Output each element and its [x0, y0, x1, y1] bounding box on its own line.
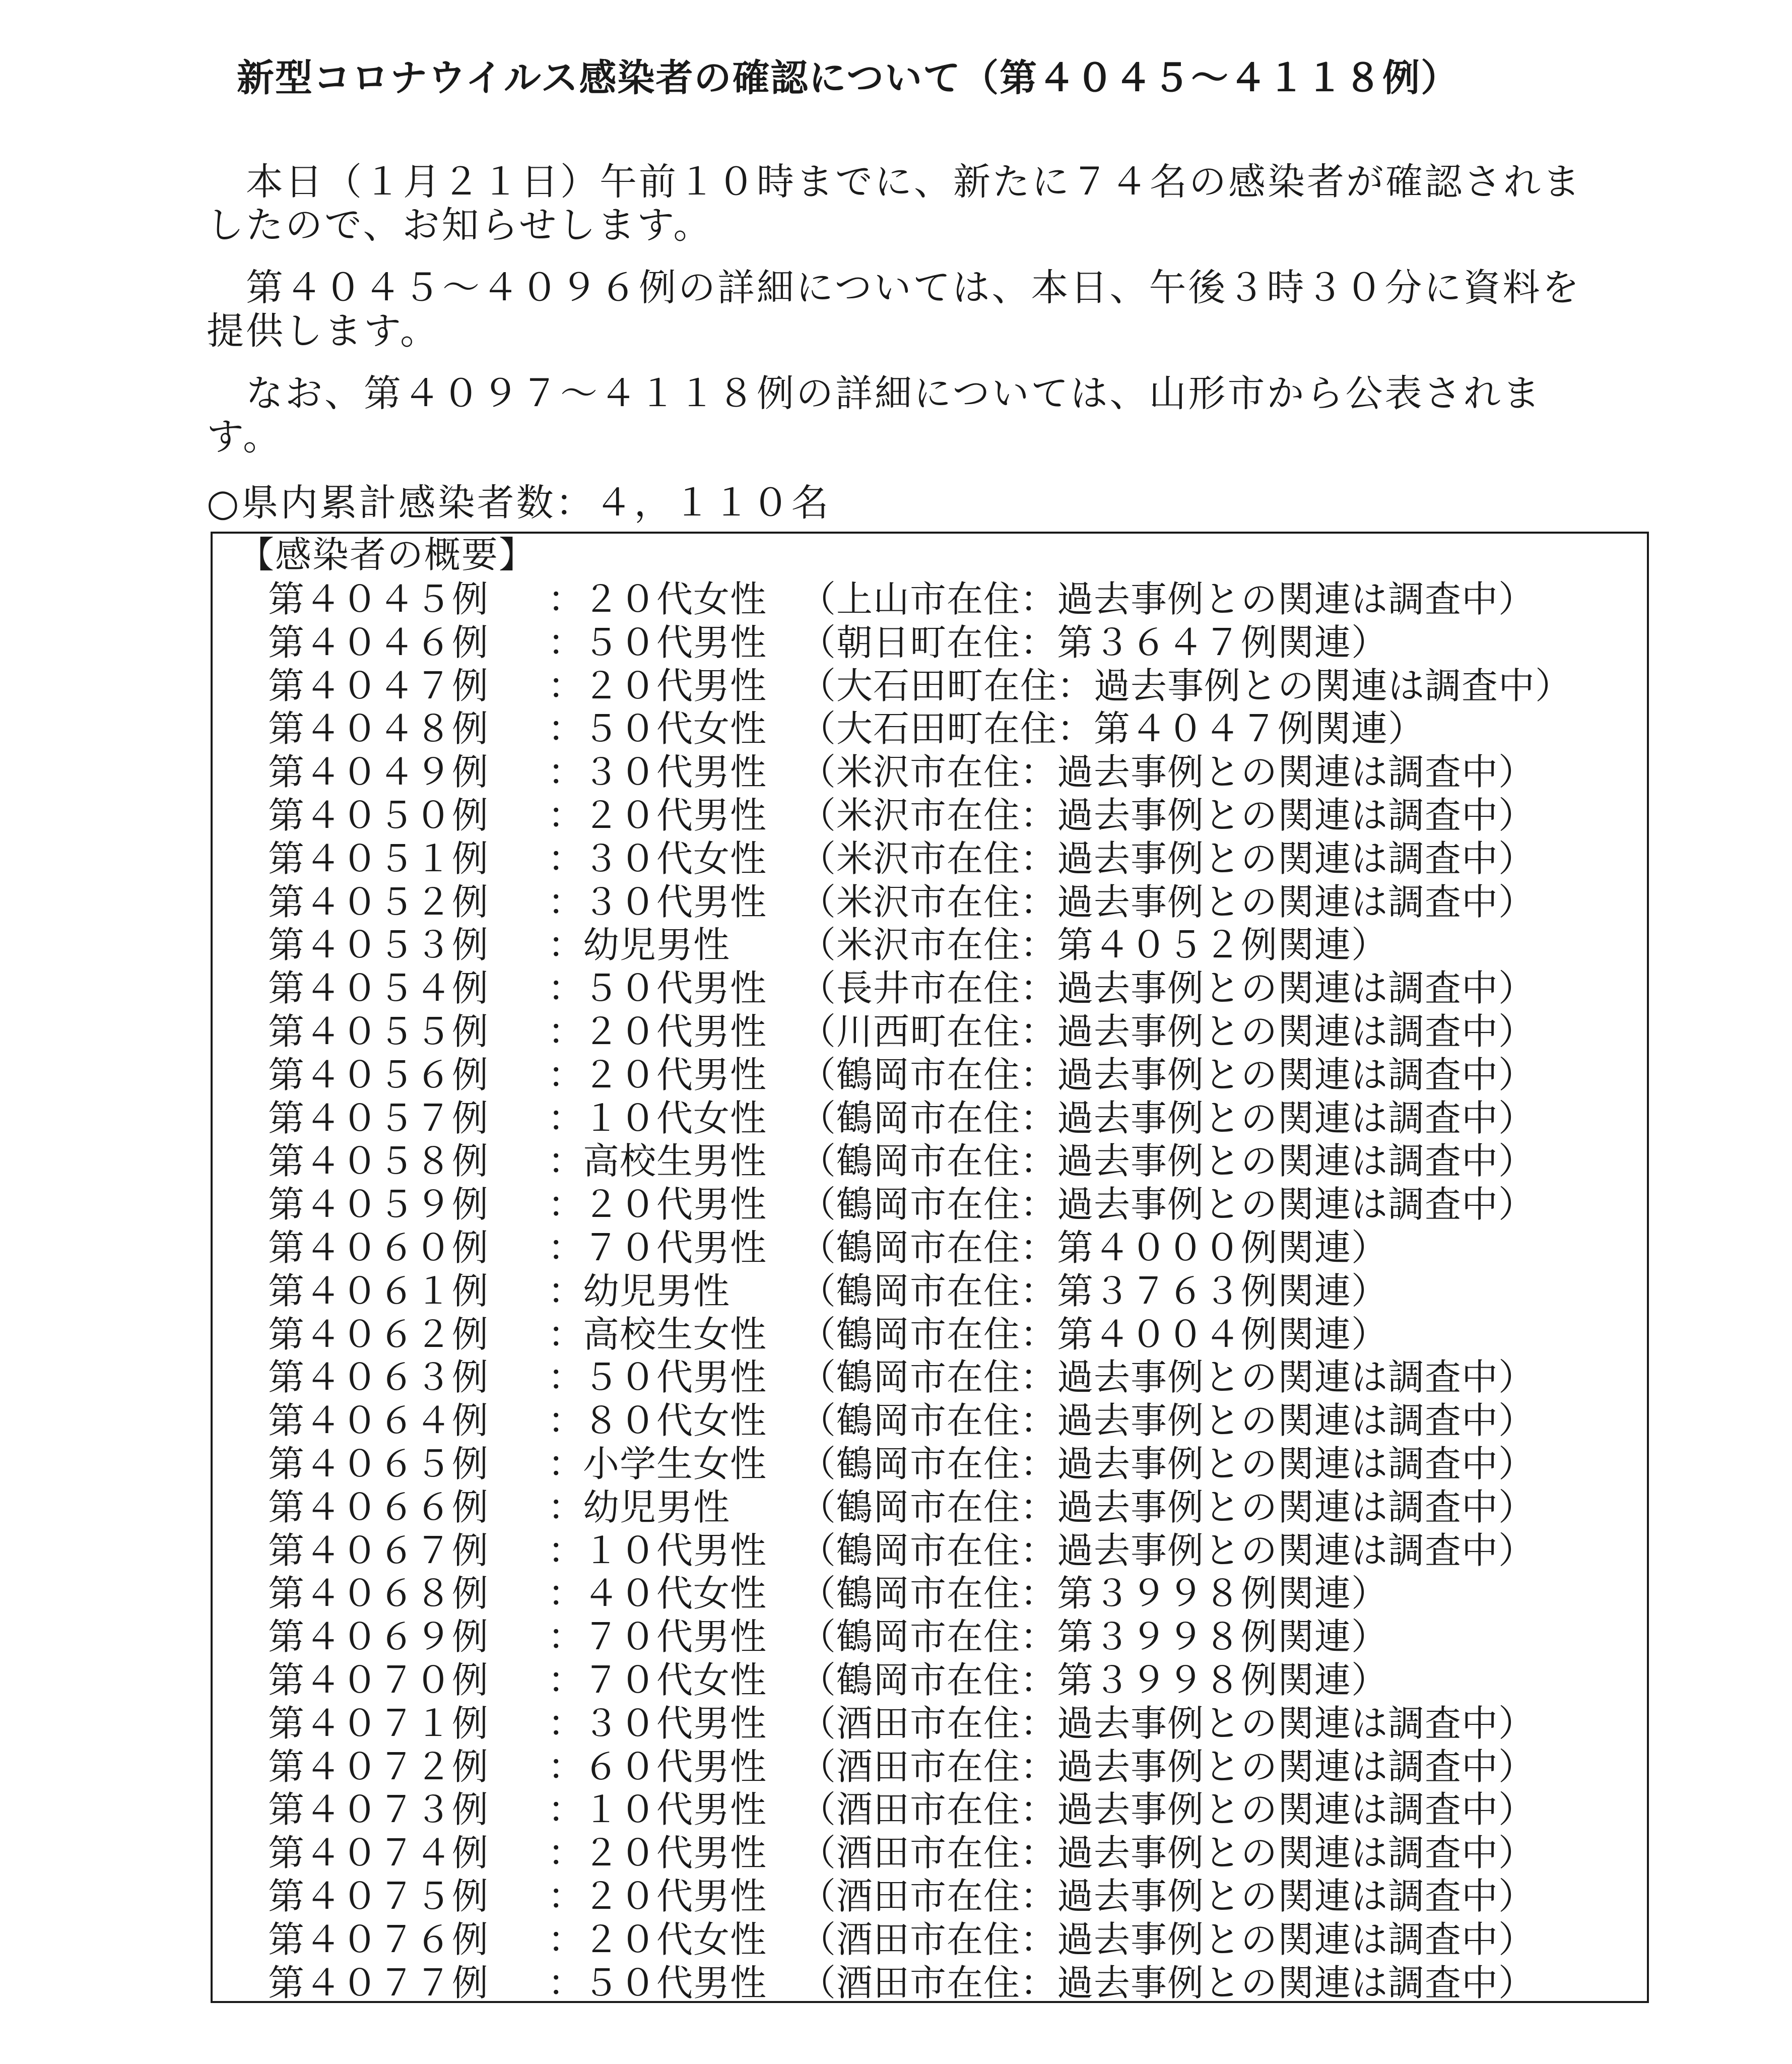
case-row: [268, 1270, 1648, 1313]
case-row: [268, 837, 1648, 881]
case-detail: （酒田市在住：過去事例との関連は調査中）: [800, 1918, 1536, 1961]
case-detail: （鶴岡市在住：過去事例との関連は調査中）: [800, 1053, 1536, 1096]
case-separator: ：: [548, 1529, 585, 1572]
case-age-gender: ５０代男性: [583, 967, 767, 1010]
case-separator: ：: [548, 1875, 585, 1917]
case-age-gender: ５０代女性: [583, 707, 767, 750]
case-row: [268, 794, 1648, 837]
case-row: [268, 665, 1648, 708]
case-number: 第４０７３例: [268, 1788, 489, 1831]
case-row: [268, 1659, 1648, 1702]
case-age-gender: ８０代女性: [583, 1399, 767, 1442]
case-separator: ：: [548, 578, 585, 620]
case-detail: （酒田市在住：過去事例との関連は調査中）: [800, 1745, 1536, 1788]
intro-paragraph: 本日（１月２１日）午前１０時までに、新たに７４名の感染者が確認されましたので、お知らせします。: [207, 160, 1582, 247]
case-detail: （酒田市在住：過去事例との関連は調査中）: [800, 1788, 1536, 1831]
case-separator: ：: [548, 707, 585, 750]
case-number: 第４０５８例: [268, 1140, 489, 1183]
case-age-gender: ４０代女性: [583, 1572, 767, 1615]
case-age-gender: ５０代男性: [583, 1961, 767, 2004]
case-separator: ：: [548, 1918, 585, 1961]
case-row: [268, 578, 1648, 621]
case-separator: ：: [548, 837, 585, 880]
case-age-gender: ７０代男性: [583, 1226, 767, 1269]
case-number: 第４０５１例: [268, 837, 489, 880]
case-number: 第４０７０例: [268, 1658, 489, 1701]
case-detail: （朝日町在住：第３６４７例関連）: [800, 621, 1388, 664]
case-separator: ：: [548, 1702, 585, 1745]
case-number: 第４０６９例: [268, 1616, 489, 1658]
case-age-gender: ２０代男性: [583, 1010, 767, 1053]
case-detail: （鶴岡市在住：過去事例との関連は調査中）: [800, 1442, 1536, 1485]
case-detail: （大石田町在住：過去事例との関連は調査中）: [800, 664, 1572, 707]
case-age-gender: ２０代男性: [583, 1832, 767, 1875]
yamagata-city-paragraph: なお、第４０９７～４１１８例の詳細については、山形市から公表されます。: [207, 372, 1542, 459]
case-separator: ：: [548, 1442, 585, 1485]
case-age-gender: 高校生男性: [583, 1140, 767, 1183]
case-separator: ：: [548, 1961, 585, 2004]
case-row: [268, 751, 1648, 794]
case-row: [268, 1962, 1648, 2005]
case-separator: ：: [548, 967, 585, 1010]
case-separator: ：: [548, 751, 585, 794]
case-age-gender: ７０代男性: [583, 1616, 767, 1658]
case-age-gender: ３０代男性: [583, 751, 767, 794]
case-age-gender: ２０代女性: [583, 1918, 767, 1961]
case-row: [268, 1746, 1648, 1789]
case-number: 第４０７６例: [268, 1918, 489, 1961]
case-number: 第４０６２例: [268, 1313, 489, 1356]
case-age-gender: ５０代男性: [583, 1356, 767, 1399]
case-separator: ：: [548, 794, 585, 836]
case-number: 第４０６７例: [268, 1529, 489, 1572]
case-row: [268, 1183, 1648, 1227]
case-age-gender: ２０代男性: [583, 1053, 767, 1096]
case-row: [268, 1702, 1648, 1746]
case-detail: （鶴岡市在住：第３７６３例関連）: [800, 1269, 1388, 1312]
case-detail: （鶴岡市在住：過去事例との関連は調査中）: [800, 1140, 1536, 1183]
case-row: [268, 1227, 1648, 1270]
case-age-gender: 幼児男性: [583, 1486, 731, 1528]
case-age-gender: ２０代男性: [583, 1875, 767, 1917]
case-separator: ：: [548, 1140, 585, 1183]
case-separator: ：: [548, 1788, 585, 1831]
case-number: 第４０６６例: [268, 1486, 489, 1528]
case-separator: ：: [548, 1745, 585, 1788]
case-separator: ：: [548, 1399, 585, 1442]
case-separator: ：: [548, 1096, 585, 1139]
case-number: 第４０４８例: [268, 707, 489, 750]
case-age-gender: 幼児男性: [583, 924, 731, 966]
case-number: 第４０７７例: [268, 1961, 489, 2004]
case-detail: （上山市在住：過去事例との関連は調査中）: [800, 578, 1536, 620]
case-detail: （鶴岡市在住：過去事例との関連は調査中）: [800, 1183, 1536, 1226]
case-detail: （鶴岡市在住：第４００４例関連）: [800, 1313, 1388, 1356]
case-number: 第４０４７例: [268, 664, 489, 707]
case-row: [268, 1486, 1648, 1529]
case-age-gender: 小学生女性: [583, 1442, 767, 1485]
case-age-gender: １０代男性: [583, 1788, 767, 1831]
case-row: [268, 1399, 1648, 1443]
case-detail: （長井市在住：過去事例との関連は調査中）: [800, 967, 1536, 1010]
case-summary-box: [211, 532, 1649, 2003]
detail-schedule-paragraph: 第４０４５～４０９６例の詳細については、本日、午後３時３０分に資料を提供します。: [207, 266, 1581, 353]
case-number: 第４０６０例: [268, 1226, 489, 1269]
case-number: 第４０６５例: [268, 1442, 489, 1485]
case-separator: ：: [548, 1226, 585, 1269]
case-number: 第４０５６例: [268, 1053, 489, 1096]
case-separator: ：: [548, 1010, 585, 1053]
case-detail: （米沢市在住：過去事例との関連は調査中）: [800, 880, 1536, 923]
case-age-gender: 幼児男性: [583, 1269, 731, 1312]
case-detail: （鶴岡市在住：第３９９８例関連）: [800, 1572, 1388, 1615]
case-age-gender: １０代女性: [583, 1096, 767, 1139]
case-detail: （川西町在住：過去事例との関連は調査中）: [800, 1010, 1536, 1053]
case-number: 第４０６１例: [268, 1269, 489, 1312]
case-detail: （酒田市在住：過去事例との関連は調査中）: [800, 1832, 1536, 1875]
case-number: 第４０５５例: [268, 1010, 489, 1053]
case-number: 第４０７１例: [268, 1702, 489, 1745]
case-separator: ：: [548, 1313, 585, 1356]
case-row: [268, 1875, 1648, 1918]
case-separator: ：: [548, 1658, 585, 1701]
case-row: [268, 707, 1648, 751]
case-detail: （鶴岡市在住：第３９９８例関連）: [800, 1616, 1388, 1658]
case-number: 第４０５９例: [268, 1183, 489, 1226]
case-separator: ：: [548, 1269, 585, 1312]
case-detail: （米沢市在住：過去事例との関連は調査中）: [800, 751, 1536, 794]
case-number: 第４０６３例: [268, 1356, 489, 1399]
case-number: 第４０７２例: [268, 1745, 489, 1788]
case-detail: （鶴岡市在住：過去事例との関連は調査中）: [800, 1096, 1536, 1139]
case-age-gender: ５０代男性: [583, 621, 767, 664]
case-row: [268, 967, 1648, 1010]
case-number: 第４０７４例: [268, 1832, 489, 1875]
case-row: [268, 881, 1648, 924]
case-detail: （鶴岡市在住：過去事例との関連は調査中）: [800, 1486, 1536, 1528]
case-detail: （鶴岡市在住：過去事例との関連は調査中）: [800, 1356, 1536, 1399]
case-age-gender: ２０代男性: [583, 664, 767, 707]
case-row: [268, 1140, 1648, 1183]
case-row: [268, 621, 1648, 665]
case-age-gender: ２０代男性: [583, 794, 767, 836]
case-detail: （酒田市在住：過去事例との関連は調査中）: [800, 1702, 1536, 1745]
case-age-gender: ３０代男性: [583, 880, 767, 923]
case-separator: ：: [548, 1356, 585, 1399]
case-separator: ：: [548, 1486, 585, 1528]
case-age-gender: ７０代女性: [583, 1658, 767, 1701]
case-detail: （酒田市在住：過去事例との関連は調査中）: [800, 1875, 1536, 1917]
case-separator: ：: [548, 1053, 585, 1096]
case-age-gender: ３０代男性: [583, 1702, 767, 1745]
case-row: [268, 924, 1648, 967]
document-title: 新型コロナウイルス感染者の確認について（第４０４５～４１１８例）: [237, 56, 1459, 100]
case-row: [268, 1313, 1648, 1357]
case-age-gender: １０代男性: [583, 1529, 767, 1572]
case-detail: （鶴岡市在住：第３９９８例関連）: [800, 1658, 1388, 1701]
case-row: [268, 1010, 1648, 1054]
case-age-gender: ２０代男性: [583, 1183, 767, 1226]
case-row: [268, 1832, 1648, 1875]
case-separator: ：: [548, 1183, 585, 1226]
case-detail: （鶴岡市在住：過去事例との関連は調査中）: [800, 1529, 1536, 1572]
case-separator: ：: [548, 664, 585, 707]
case-detail: （米沢市在住：過去事例との関連は調査中）: [800, 837, 1536, 880]
case-number: 第４０４５例: [268, 578, 489, 620]
case-detail: （米沢市在住：過去事例との関連は調査中）: [800, 794, 1536, 836]
case-row: [268, 1356, 1648, 1399]
case-row: [268, 1788, 1648, 1832]
case-age-gender: ２０代女性: [583, 578, 767, 620]
case-separator: ：: [548, 621, 585, 664]
case-number: 第４０５４例: [268, 967, 489, 1010]
case-detail: （酒田市在住：過去事例との関連は調査中）: [800, 1961, 1536, 2004]
case-number: 第４０５２例: [268, 880, 489, 923]
case-row: [268, 1054, 1648, 1097]
case-separator: ：: [548, 880, 585, 923]
case-list: [268, 578, 1648, 2005]
case-row: [268, 1616, 1648, 1659]
case-number: 第４０６４例: [268, 1399, 489, 1442]
case-number: 第４０４９例: [268, 751, 489, 794]
case-row: [268, 1443, 1648, 1486]
case-detail: （鶴岡市在住：過去事例との関連は調査中）: [800, 1399, 1536, 1442]
case-separator: ：: [548, 1572, 585, 1615]
case-detail: （鶴岡市在住：第４０００例関連）: [800, 1226, 1388, 1269]
case-separator: ：: [548, 1832, 585, 1875]
case-row: [268, 1918, 1648, 1962]
case-row: [268, 1529, 1648, 1573]
case-row: [268, 1572, 1648, 1616]
case-detail: （米沢市在住：第４０５２例関連）: [800, 924, 1388, 966]
case-age-gender: 高校生女性: [583, 1313, 767, 1356]
case-separator: ：: [548, 1616, 585, 1658]
case-number: 第４０６８例: [268, 1572, 489, 1615]
case-age-gender: ３０代女性: [583, 837, 767, 880]
case-number: 第４０４６例: [268, 621, 489, 664]
cumulative-count: ○県内累計感染者数：４，１１０名: [207, 481, 831, 525]
case-number: 第４０５３例: [268, 924, 489, 966]
case-number: 第４０５０例: [268, 794, 489, 836]
case-number: 第４０７５例: [268, 1875, 489, 1917]
summary-heading: 【感染者の概要】: [238, 534, 537, 576]
case-row: [268, 1097, 1648, 1140]
case-detail: （大石田町在住：第４０４７例関連）: [800, 707, 1425, 750]
case-number: 第４０５７例: [268, 1096, 489, 1139]
case-separator: ：: [548, 924, 585, 966]
case-age-gender: ６０代男性: [583, 1745, 767, 1788]
